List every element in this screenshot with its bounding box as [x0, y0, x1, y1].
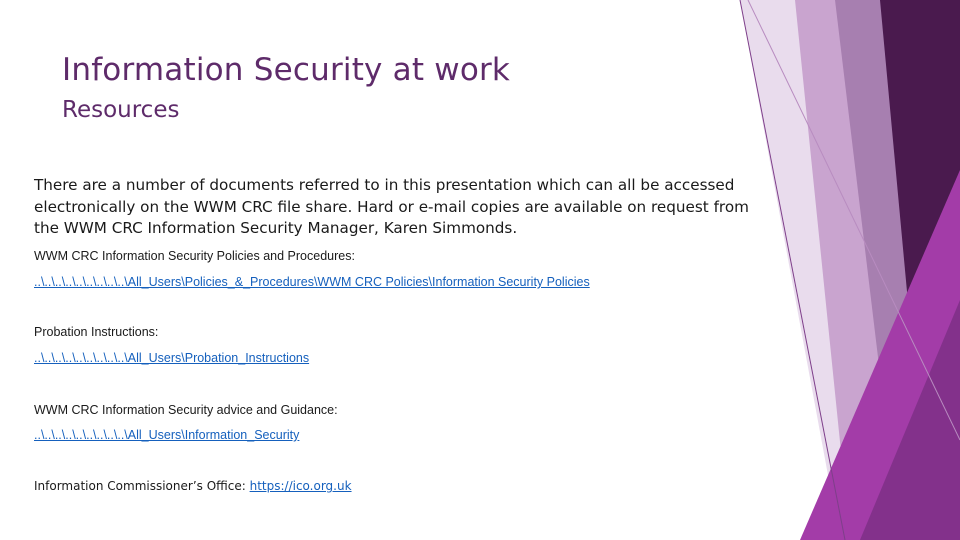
ico-link[interactable]: https://ico.org.uk — [249, 479, 352, 493]
probation-link[interactable]: ..\..\..\..\..\..\..\..\..\All_Users\Probation_Instructions — [34, 351, 310, 365]
probation-label: Probation Instructions: — [34, 325, 159, 339]
guidance-label: WWM CRC Information Security advice and Guidance: — [34, 403, 338, 417]
slide-title: Information Security at work — [62, 52, 511, 88]
slide-subtitle: Resources — [62, 97, 180, 123]
policies-link[interactable]: ..\..\..\..\..\..\..\..\..\All_Users\Policies_&_Procedures\WWM CRC Policies\Information Security Policies — [34, 275, 590, 289]
guidance-link[interactable]: ..\..\..\..\..\..\..\..\..\All_Users\Information_Security — [34, 428, 300, 442]
intro-paragraph: There are a number of documents referred to in this presentation which can all be accessed electronically on the WWM CRC file share. Hard or e-mail copies are available on request from the WWM CRC Information Security Manager, Karen Simmonds. — [34, 176, 749, 237]
ico-label: Information Commissioner’s Office: — [34, 479, 246, 493]
ico-row — [34, 479, 352, 493]
policies-label: WWM CRC Information Security Policies and Procedures: — [34, 249, 355, 263]
